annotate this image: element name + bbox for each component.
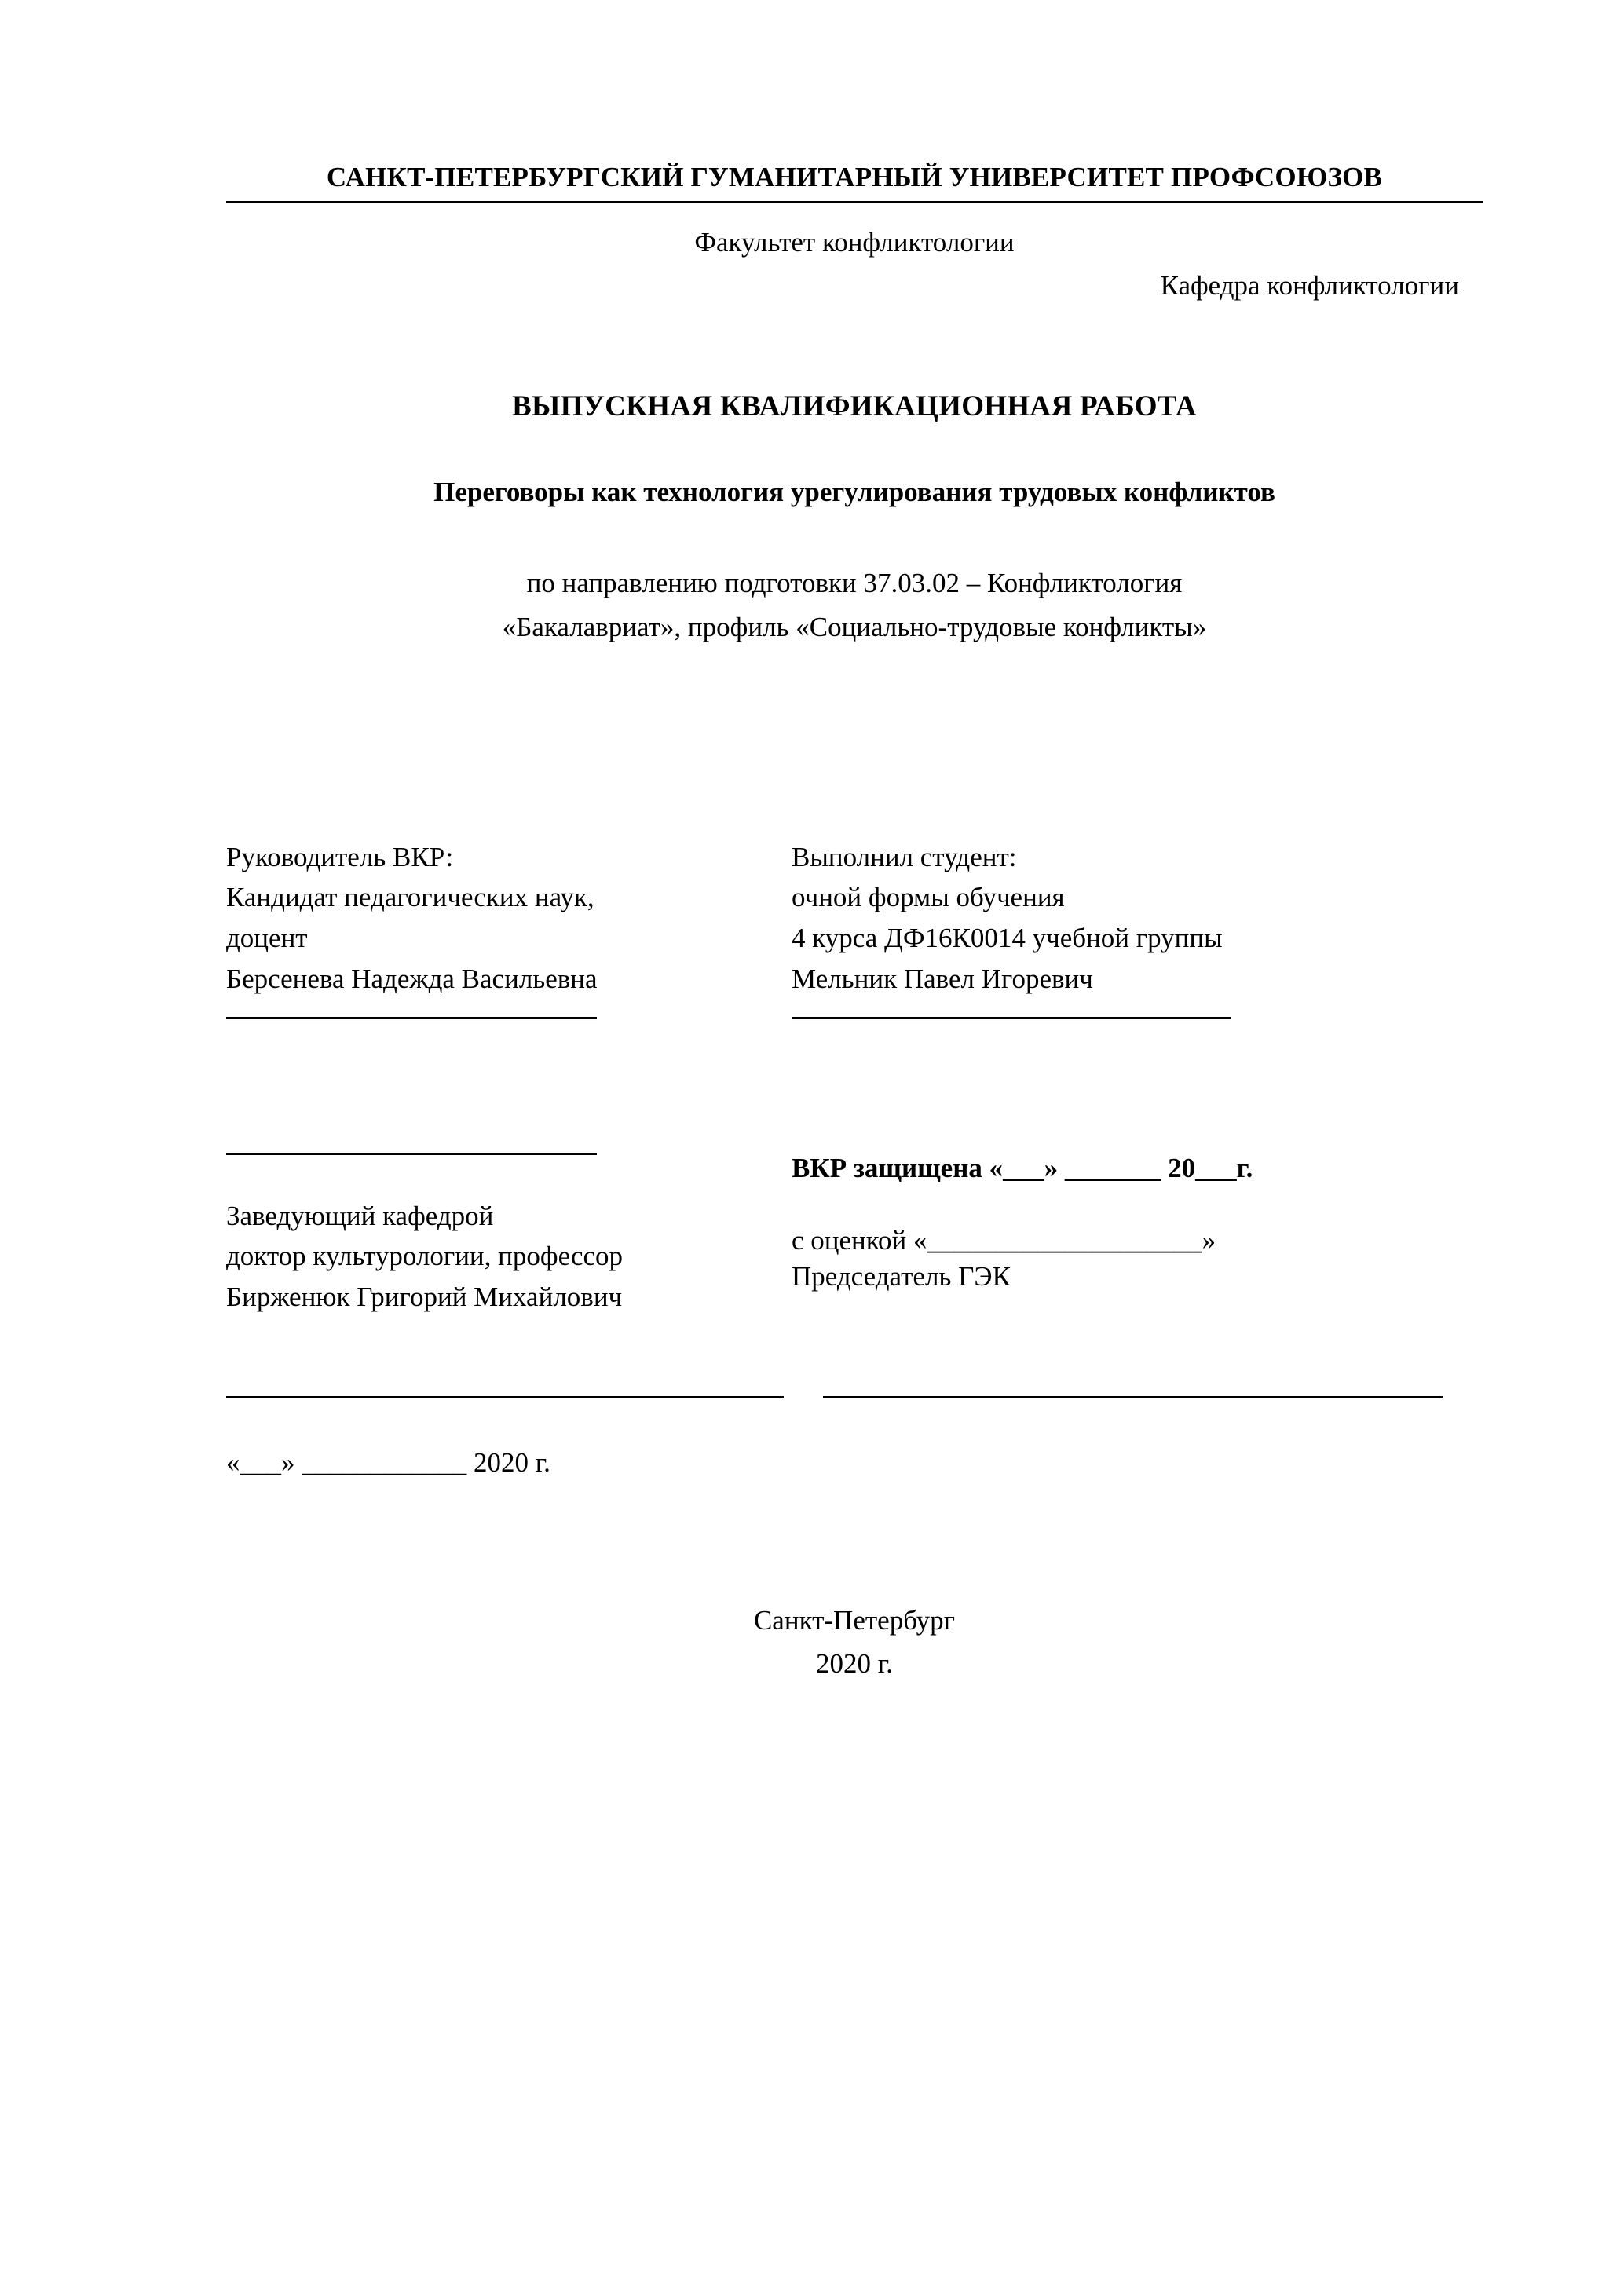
defence-chairman-label: Председатель ГЭК [792,1260,1011,1292]
student-label: Выполнил студент: [792,841,1017,872]
bottom-signature-line-right [823,1396,1443,1398]
student-group: 4 курса ДФ16К0014 учебной группы [792,923,1223,954]
defence-grade-label: с оценкой «____________________» [792,1224,1216,1256]
head-signature-line [226,1153,597,1155]
work-title: Переговоры как технология урегулирования трудовых конфликтов [433,476,1275,507]
student-signature-line [792,1017,1231,1019]
signature-area [226,837,1483,1479]
direction-line-2: «Бакалавриат», профиль «Социально-трудовые конфликты» [502,612,1207,642]
direction-line-1: по направлению подготовки 37.03.02 – Конфликтология [526,567,1183,598]
defence-block [776,1153,1483,1318]
document-date-line: «___» ____________ 2020 г. [226,1447,550,1479]
student-name: Мельник Павел Игоревич [792,963,1093,994]
supervisor-label: Руководитель ВКР: [226,841,454,872]
supervisor-signature-line [226,1017,597,1019]
document-type: ВЫПУСКНАЯ КВАЛИФИКАЦИОННАЯ РАБОТА [512,389,1197,422]
defence-date-label: ВКР защищена «___» _______ 20___г. [792,1152,1253,1183]
header-divider [226,201,1483,203]
footer-year: 2020 г. [816,1647,893,1679]
head-name: Бирженюк Григорий Михайлович [226,1281,623,1313]
department-name: Кафедра конфликтологии [1160,270,1459,302]
student-form: очной формы обучения [792,882,1065,913]
head-block [226,1153,776,1318]
head-degree: доктор культурологии, профессор [226,1241,624,1272]
bottom-signature-row [226,1396,1483,1398]
footer-city: Санкт-Петербург [753,1605,956,1636]
supervisor-name: Берсенева Надежда Васильевна [226,963,598,994]
university-name: САНКТ-ПЕТЕРБУРГСКИЙ ГУМАНИТАРНЫЙ УНИВЕРСИТЕТ ПРОФСОЮЗОВ [326,162,1383,192]
supervisor-student-row [226,837,1483,1019]
supervisor-position: доцент [226,923,308,954]
student-block [776,837,1483,1019]
document-content [226,0,1483,1684]
supervisor-block [226,837,776,1019]
direction-block [226,563,1483,649]
footer-block [226,1600,1483,1684]
head-label: Заведующий кафедрой [226,1200,494,1231]
bottom-signature-line-left [226,1396,784,1398]
head-defence-row [226,1153,1483,1318]
faculty-name: Факультет конфликтологии [694,227,1015,258]
supervisor-degree: Кандидат педагогических наук, [226,882,594,913]
